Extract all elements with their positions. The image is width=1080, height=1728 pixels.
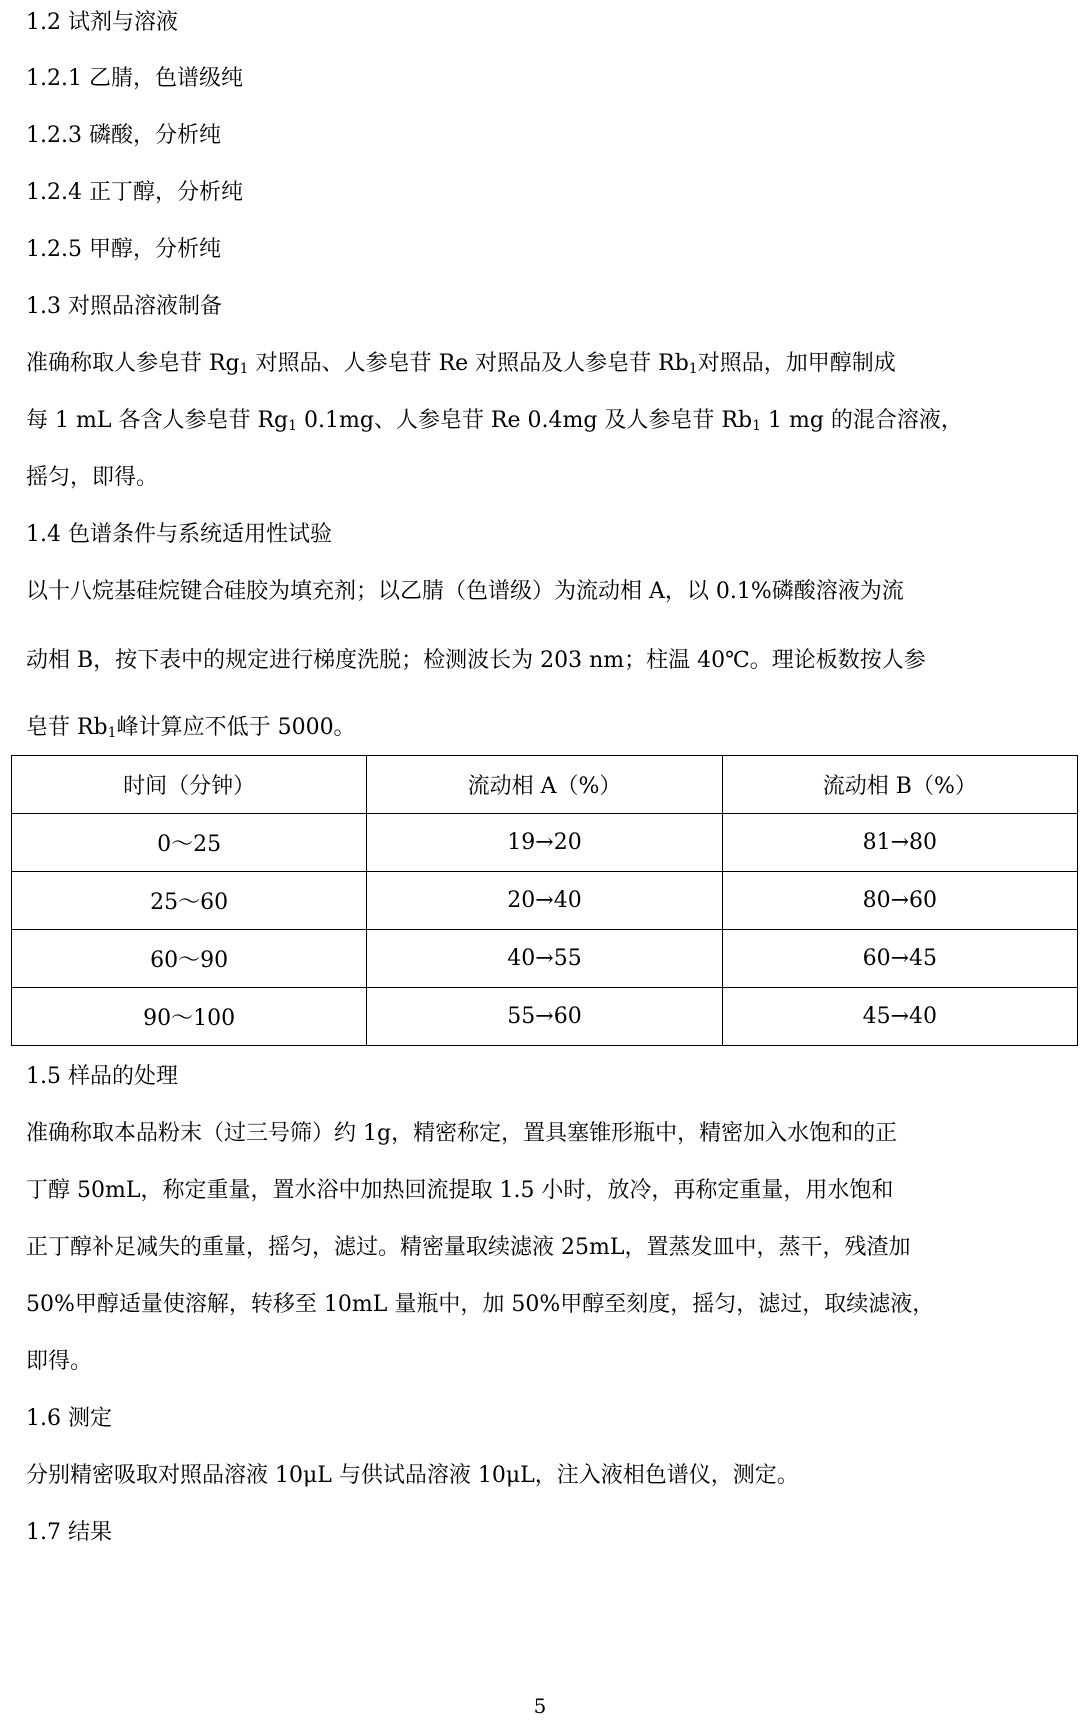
p13-line-2 (26, 406, 1054, 436)
p13-text-d: 每 1 mL 各含人参皂苷 Rg (26, 408, 289, 433)
p13-sub-4: 1 (752, 418, 761, 434)
header-phase-b: 流动相 B（%） (722, 756, 1077, 814)
cell-time: 0～25 (12, 814, 367, 872)
p13-line-3: 摇匀，即得。 (26, 465, 159, 490)
p13-text-f: 1 mg 的混合溶液， (761, 408, 963, 433)
cell-time: 25～60 (12, 872, 367, 930)
heading-1-2: 1.2 试剂与溶液 (26, 10, 178, 35)
cell-time: 90～100 (12, 988, 367, 1046)
cell-phase-a: 40→55 (367, 930, 722, 988)
p13-text-b: 对照品、人参皂苷 Re 对照品及人参皂苷 Rb (248, 351, 689, 376)
cell-phase-a: 55→60 (367, 988, 722, 1046)
p14-text-a: 皂苷 Rb (26, 715, 108, 740)
p13-sub-2: 1 (688, 361, 698, 377)
header-phase-a: 流动相 A（%） (367, 756, 722, 814)
cell-phase-b: 80→60 (722, 872, 1077, 930)
item-1-2-4: 1.2.4 正丁醇，分析纯 (26, 180, 243, 205)
p15-line-5: 即得。 (26, 1349, 93, 1374)
table-row (12, 814, 1078, 872)
p13-sub-1: 1 (239, 361, 249, 377)
cell-phase-a: 20→40 (367, 872, 722, 930)
heading-1-3: 1.3 对照品溶液制备 (26, 294, 222, 319)
heading-1-7: 1.7 结果 (26, 1520, 112, 1545)
heading-1-6: 1.6 测定 (26, 1406, 112, 1431)
p14-text-b: 峰计算应不低于 5000。 (116, 715, 356, 740)
p14-sub: 1 (107, 725, 117, 741)
table-header-row (12, 756, 1078, 814)
table-row (12, 872, 1078, 930)
cell-phase-a: 19→20 (367, 814, 722, 872)
p14-line-3 (26, 713, 1054, 743)
table-row (12, 930, 1078, 988)
p13-text-e: 0.1mg、人参皂苷 Re 0.4mg 及人参皂苷 Rb (297, 408, 753, 433)
item-1-2-5: 1.2.5 甲醇，分析纯 (26, 237, 221, 262)
p13-sub-3: 1 (288, 418, 298, 434)
heading-1-5: 1.5 样品的处理 (26, 1064, 178, 1089)
p14-line-2: 动相 B，按下表中的规定进行梯度洗脱；检测波长为 203 nm；柱温 40℃。理论板数按人参 (26, 648, 926, 673)
cell-phase-b: 81→80 (722, 814, 1077, 872)
p15-line-1: 准确称取本品粉末（过三号筛）约 1g，精密称定，置具塞锥形瓶中，精密加入水饱和的正 (26, 1121, 898, 1146)
cell-phase-b: 45→40 (722, 988, 1077, 1046)
header-time: 时间（分钟） (12, 756, 367, 814)
item-1-2-3: 1.2.3 磷酸，分析纯 (26, 123, 221, 148)
p14-line-1: 以十八烷基硅烷键合硅胶为填充剂；以乙腈（色谱级）为流动相 A，以 0.1%磷酸溶液为流 (26, 579, 904, 604)
table-row (12, 988, 1078, 1046)
p13-text-a: 准确称取人参皂苷 Rg (26, 351, 240, 376)
p16-line-1: 分别精密吸取对照品溶液 10μL 与供试品溶液 10μL，注入液相色谱仪，测定。 (26, 1463, 799, 1488)
cell-phase-b: 60→45 (722, 930, 1077, 988)
heading-1-4: 1.4 色谱条件与系统适用性试验 (26, 522, 332, 547)
p13-text-c: 对照品，加甲醇制成 (697, 351, 896, 376)
p15-line-3: 正丁醇补足减失的重量，摇匀，滤过。精密量取续滤液 25mL，置蒸发皿中，蒸干，残渣加 (26, 1235, 911, 1260)
item-1-2-1: 1.2.1 乙腈，色谱级纯 (26, 66, 243, 91)
gradient-table (11, 755, 1078, 1046)
p13-line-1 (26, 349, 1054, 379)
page-number: 5 (533, 1694, 547, 1718)
cell-time: 60～90 (12, 930, 367, 988)
p15-line-2: 丁醇 50mL，称定重量，置水浴中加热回流提取 1.5 小时，放冷，再称定重量，用水饱和 (26, 1178, 894, 1203)
p15-line-4: 50%甲醇适量使溶解，转移至 10mL 量瓶中，加 50%甲醇至刻度，摇匀，滤过，取续滤液， (26, 1292, 935, 1317)
